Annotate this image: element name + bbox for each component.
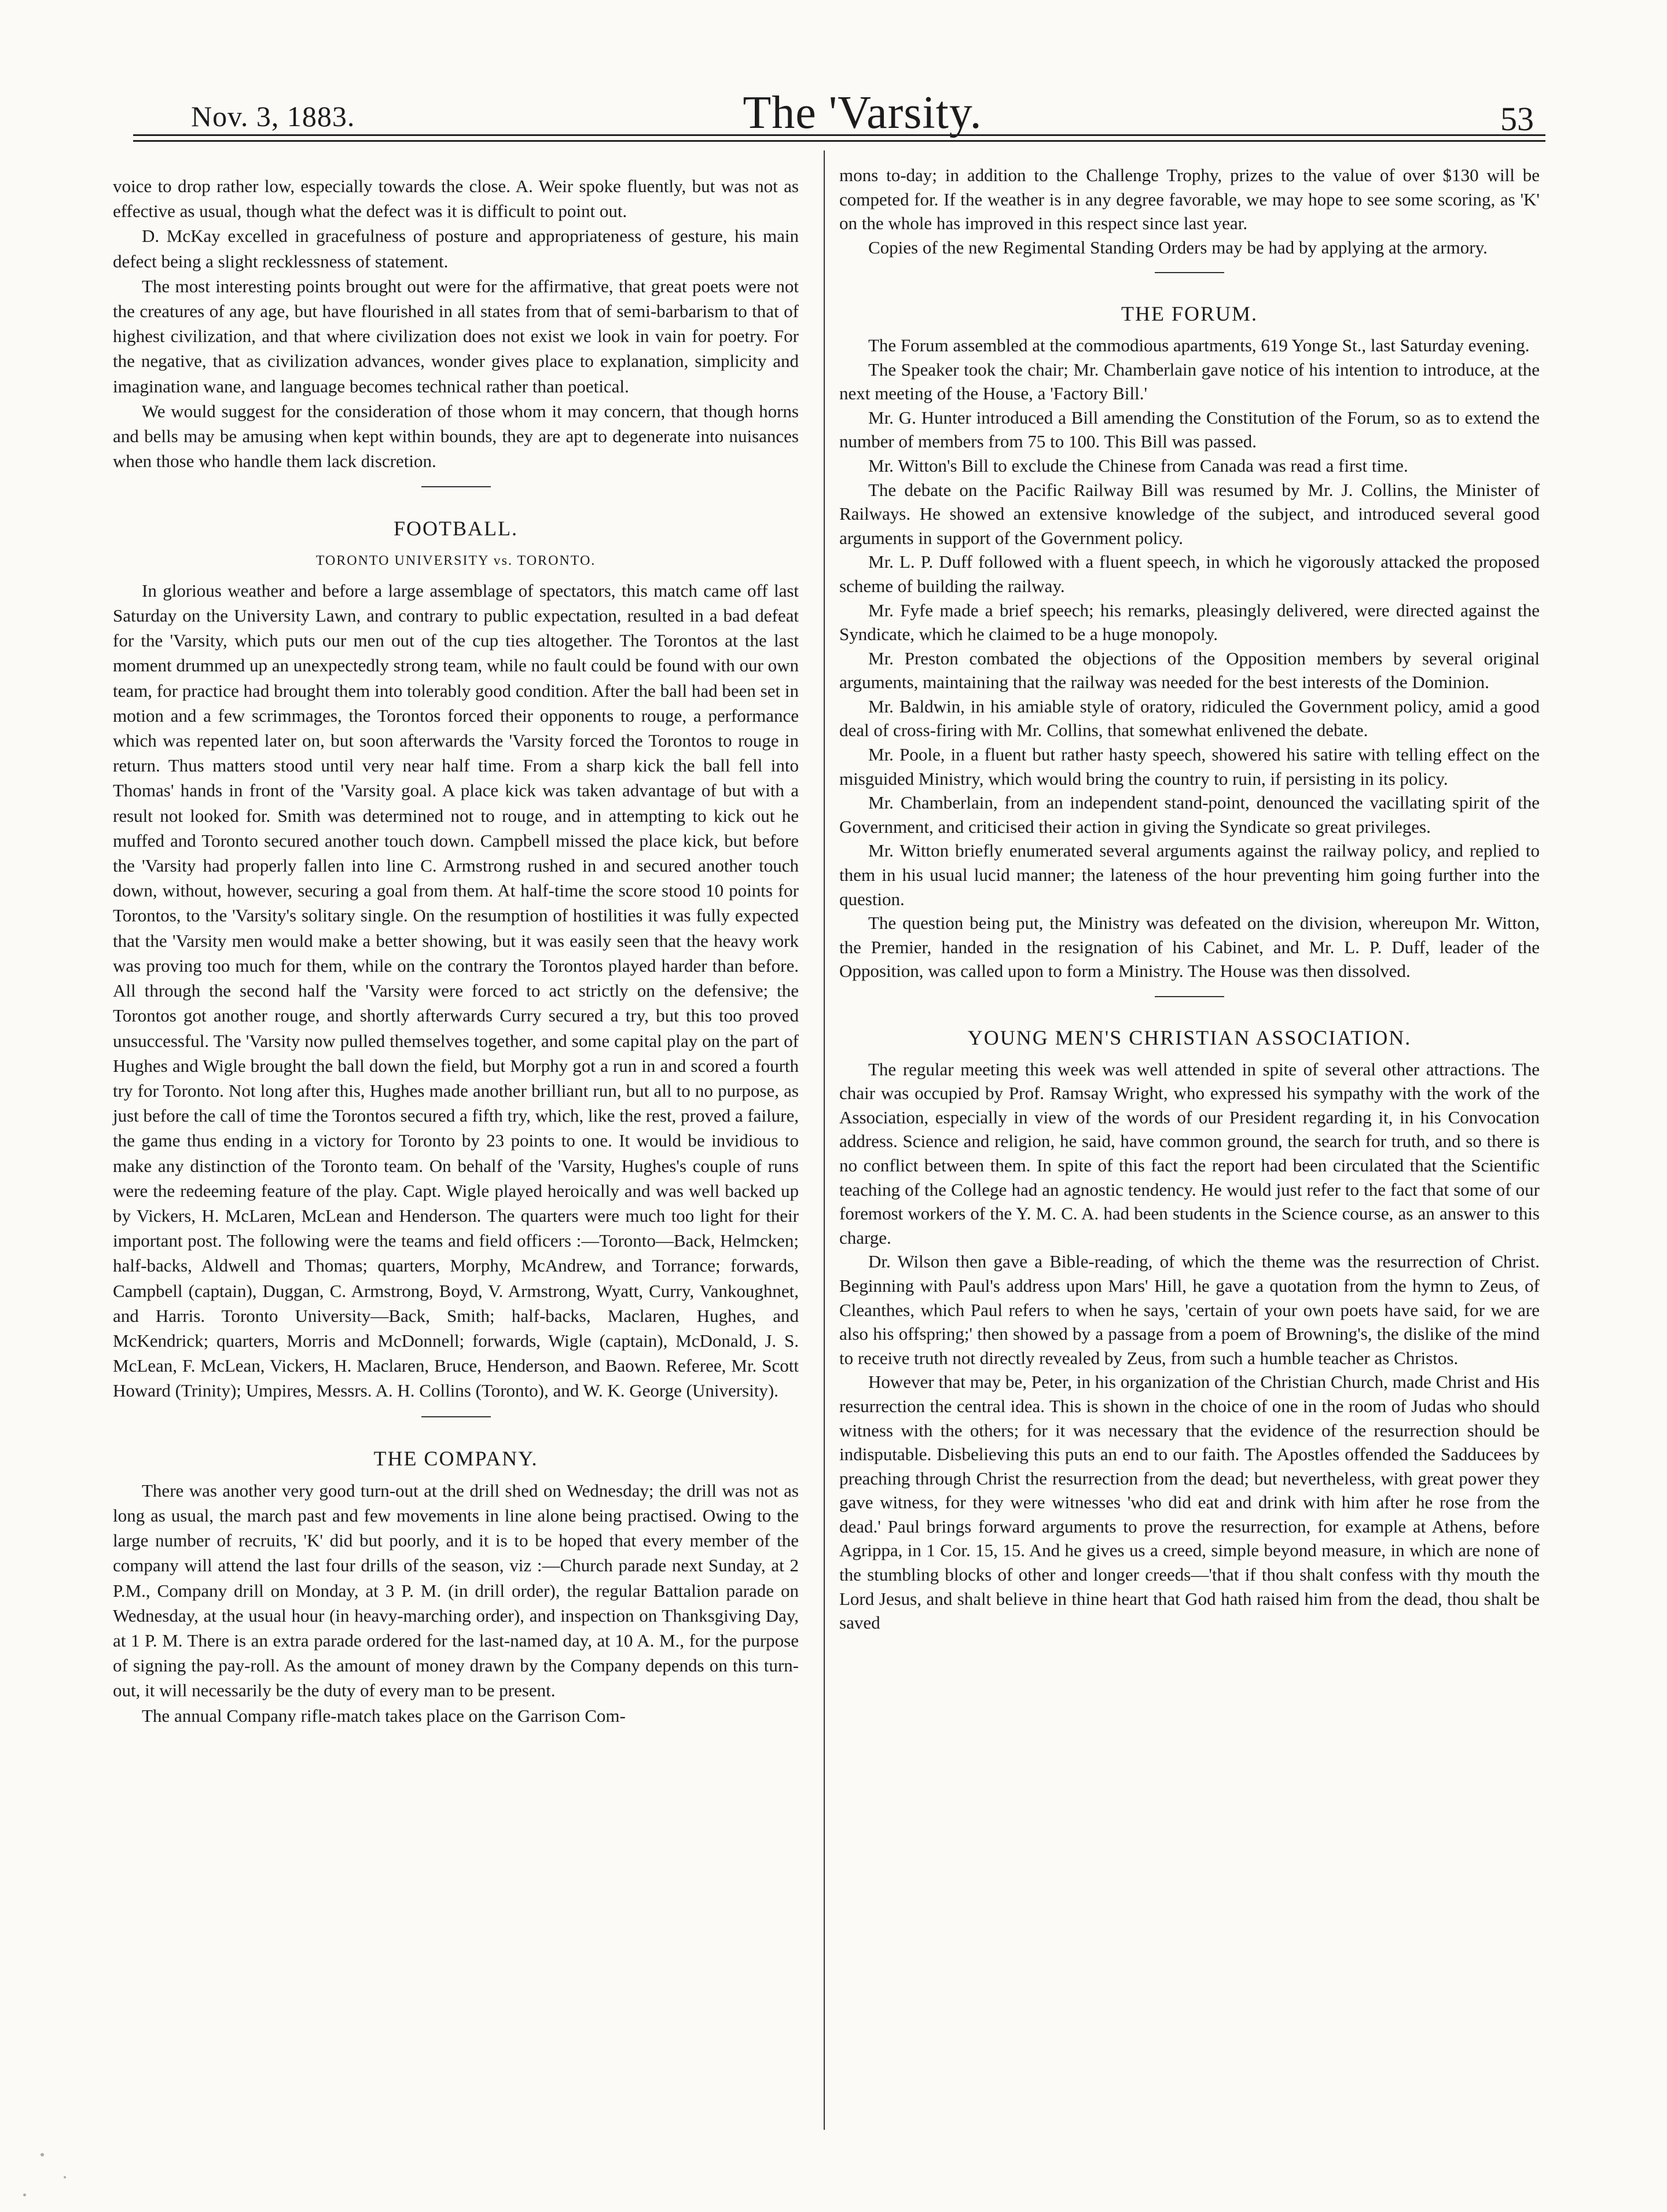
article-paragraph: Mr. Poole, in a fluent but rather hasty speech, showered his satire with telling effect on the misguided Ministry, which would bring the country to ruin, if persisting in its policy. (839, 744, 1540, 789)
football-subheading: TORONTO UNIVERSITY vs. TORONTO. (315, 553, 596, 568)
article-paragraph: Mr. Chamberlain, from an independent stand-point, denounced the vacillating spirit of the Government, and criticised their action in giving the Syndicate so great privileges. (839, 792, 1540, 837)
article-paragraph: The question being put, the Ministry was defeated on the division, whereupon Mr. Witton, the Premier, handed in the resignation of his Cabinet, and Mr. L. P. Duff, leader of the Opposition, was called upon to form a Ministry. The House was then dissolved. (839, 913, 1540, 982)
article-paragraph: The most interesting points brought out were for the affirmative, that great poets were not the creatures of any age, but have flourished in all states from that of semi-barbarism to that of highest civilization, and that where civilization does not exist we look in vain for poetry. For the negative, that as civilization advances, wonder gives place to explanation, simplicity and imagination wane, and language becomes technical rather than poetical. (113, 275, 799, 396)
article-paragraph: Copies of the new Regimental Standing Orders may be had by applying at the armory. (868, 237, 1488, 258)
header-rule-bottom (133, 140, 1545, 142)
paper-speck (23, 2193, 26, 2196)
masthead-title: The 'Varsity. (743, 87, 982, 138)
article-paragraph: There was another very good turn-out at the drill shed on Wednesday; the drill was not as long as usual, the march past and few movements in line alone being practised. Owing to the large number of recruits, 'K' did but poorly, and it is to be hoped that every member of the company will attend the last four drills of the season, viz :—Church parade next Sunday, at 2 P.M., Company drill on Monday, at 3 P. M. (in drill order), the regular Battalion parade on Wednesday, at the usual hour (in heavy-marching order), and inspection on Thanksgiving Day, at 1 P. M. There is an extra parade ordered for the last-named day, at 10 A. M., for the purpose of signing the pay-roll. As the amount of money drawn by the Company depends on this turn-out, it will necessarily be the duty of every man to be present. (113, 1480, 799, 1701)
section-divider (1155, 996, 1224, 997)
right-column (839, 163, 1540, 1635)
article-paragraph: Mr. G. Hunter introduced a Bill amending the Constitution of the Forum, so as to extend the number of members from 75 to 100. This Bill was passed. (839, 407, 1540, 452)
article-paragraph: The regular meeting this week was well attended in spite of several other attractions. The chair was occupied by Prof. Ramsay Wright, who expressed his sympathy with the work of the Association, especially in view of the words of our President regarding it, in his Convocation address. Science and religion, he said, have common ground, the search for truth, and so there is no conflict between them. In spite of this fact the report had been circulated that the Scientific teaching of the College had an agnostic tendency. He would just refer to the fact that some of our foremost workers of the Y. M. C. A. had been students in the Science course, as an answer to this charge. (839, 1059, 1540, 1248)
section-divider (1155, 272, 1224, 273)
article-paragraph: Mr. Witton's Bill to exclude the Chinese from Canada was read a first time. (868, 455, 1408, 476)
article-paragraph: The annual Company rifle-match takes place on the Garrison Com- (142, 1705, 626, 1726)
article-paragraph: The Forum assembled at the commodious apartments, 619 Yonge St., last Saturday evening. (868, 335, 1530, 355)
article-paragraph: Mr. Witton briefly enumerated several arguments against the railway policy, and replied to them in his usual lucid manner; the lateness of the hour preventing him going further into the question. (839, 840, 1540, 909)
column-divider (824, 150, 825, 2130)
paper-speck (41, 2153, 44, 2156)
article-paragraph: mons to-day; in addition to the Challenge Trophy, prizes to the value of over $130 will be competed for. If the weather is in any degree favorable, we may hope to see some scoring, as 'K' on the whole has improved in this respect since last year. (839, 165, 1540, 234)
article-paragraph: Mr. Preston combated the objections of the Opposition members by several original arguments, maintaining that the railway was needed for the best interests of the Dominion. (839, 648, 1540, 693)
article-paragraph: Mr. L. P. Duff followed with a fluent speech, in which he vigorously attacked the proposed scheme of building the railway. (839, 552, 1540, 596)
company-heading: THE COMPANY. (373, 1446, 538, 1470)
article-paragraph: In glorious weather and before a large assemblage of spectators, this match came off last Saturday on the University Lawn, and contrary to public expectation, resulted in a bad defeat for the 'Varsity, which puts our men out of the cup ties altogether. The Torontos at the last moment drummed up an unexpectedly strong team, while no fault could be found with our own team, for practice had brought them into tolerably good condition. After the ball had been set in motion and a few scrimmages, the Torontos forced their opponents to rouge, a performance which was repented later on, but soon afterwards the 'Varsity forced the Torontos to rouge in return. Thus matters stood until very near half time. From a sharp kick the ball fell into Thomas' hands in front of the 'Varsity goal. A place kick was taken advantage of but with a result not looked for. Smith was determined not to rouge, and in attempting to kick out he muffed and Toronto secured another touch down. Campbell missed the place kick, but before the 'Varsity had properly fallen into line C. Armstrong rushed in and secured another touch down, without, however, securing a goal from them. At half-time the score stood 10 points for Torontos, to the 'Varsity's solitary single. On the resumption of hostilities it was fully expected that the 'Varsity men would make a better showing, but it was easily seen that the heavy work was proving too much for them, while on the contrary the Torontos played harder than before. All through the second half the 'Varsity were forced to act strictly on the defensive; the Torontos got another rouge, and shortly afterwards Curry secured a try, but this too proved unsuccessful. The 'Varsity now pulled themselves together, and some capital play on the part of Hughes and Wigle brought the ball down the field, but Morphy got a run in and scored a fourth try for Toronto. Not long after this, Hughes made another brilliant run, but all to no purpose, as just before the call of time the Torontos secured a fifth try, which, like the rest, proved a failure, the game thus ending in a victory for Toronto by 23 points to one. It would be invidious to make any distinction of the Toronto team. On behalf of the 'Varsity, Hughes's couple of runs were the redeeming feature of the play. Capt. Wigle played heroically and was well backed up by Vickers, H. McLaren, McLean and Henderson. The quarters were much too light for their important post. The following were the teams and field officers :—Toronto—Back, Helmcken; half-backs, Aldwell and Thomas; quarters, Morphy, McAndrew, and Torrance; forwards, Campbell (captain), Duggan, C. Armstrong, Boyd, V. Armstrong, Wyatt, Curry, Vankoughnet, and Harris. Toronto University—Back, Smith; half-backs, Maclaren, Hughes, and McKendrick; quarters, Morris and McDonnell; forwards, Wigle (captain), McDonald, J. S. McLean, F. McLean, Vickers, H. Maclaren, Bruce, Henderson, and Baown. Referee, Mr. Scott Howard (Trinity); Umpires, Messrs. A. H. Collins (Toronto), and W. K. George (University). (113, 580, 799, 1401)
article-paragraph: However that may be, Peter, in his organization of the Christian Church, made Christ and His resurrection the central idea. This is shown in the choice of one in the room of Judas who should witness with the others; for it was necessary that the evidence of the resurrection should be indisputable. Disbelieving this puts an end to our faith. The Apostles offended the Sadducees by preaching through Christ the resurrection from the dead; but nevertheless, with great power they gave witness, for they were witnesses 'who did eat and drink with him after he rose from the dead.' Paul brings forward arguments to prove the resurrection, for example at Athens, before Agrippa, in 1 Cor. 15, 15. And he gives us a creed, simple beyond measure, in which are none of the stumbling blocks of other and longer creeds—'that if thou shalt confess with thy mouth the Lord Jesus, and shalt believe in thine heart that God hath raised him from the dead, thou shalt be saved (839, 1372, 1540, 1633)
article-paragraph: The Speaker took the chair; Mr. Chamberlain gave notice of his intention to introduce, at the next meeting of the House, a 'Factory Bill.' (839, 359, 1540, 404)
article-paragraph: We would suggest for the consideration of those whom it may concern, that though horns and bells may be amusing when kept within bounds, they are apt to degenerate into nuisances when those who handle them lack discretion. (113, 400, 799, 472)
forum-heading: THE FORUM. (1121, 302, 1258, 326)
page-number: 53 (1500, 100, 1534, 138)
paper-speck (64, 2176, 66, 2178)
left-column (113, 174, 799, 1728)
article-paragraph: The debate on the Pacific Railway Bill was resumed by Mr. J. Collins, the Minister of Railways. He showed an extensive knowledge of the subject, and introduced several good arguments in support of the Government policy. (839, 479, 1540, 548)
article-paragraph: Mr. Baldwin, in his amiable style of oratory, ridiculed the Government policy, amid a good deal of cross-firing with Mr. Collins, that somewhat enlivened the debate. (839, 696, 1540, 741)
section-divider (421, 1416, 491, 1417)
article-paragraph: Dr. Wilson then gave a Bible-reading, of which the theme was the resurrection of Christ. Beginning with Paul's address upon Mars' Hill, he gave a quotation from the hymn to Zeus, of Cleanthes, which Paul refers to when he says, 'certain of your own poets have said, for we are also his offspring;' then showed by a passage from a poem of Browning's, the dislike of the mind to receive truth not directly revealed by Zeus, from such a humble teacher as Christos. (839, 1251, 1540, 1368)
issue-date: Nov. 3, 1883. (191, 100, 355, 133)
football-heading: FOOTBALL. (394, 517, 518, 541)
article-paragraph: D. McKay excelled in gracefulness of posture and appropriateness of gesture, his main defect being a slight recklessness of statement. (113, 226, 799, 271)
section-divider (421, 486, 491, 487)
article-paragraph: voice to drop rather low, especially towards the close. A. Weir spoke fluently, but was not as effective as usual, though what the defect was it is difficult to point out. (113, 176, 799, 222)
header-rule-top (133, 134, 1545, 136)
ymca-heading: YOUNG MEN'S CHRISTIAN ASSOCIATION. (967, 1026, 1412, 1049)
article-paragraph: Mr. Fyfe made a brief speech; his remarks, pleasingly delivered, were directed against the Syndicate, which he claimed to be a huge monopoly. (839, 600, 1540, 645)
